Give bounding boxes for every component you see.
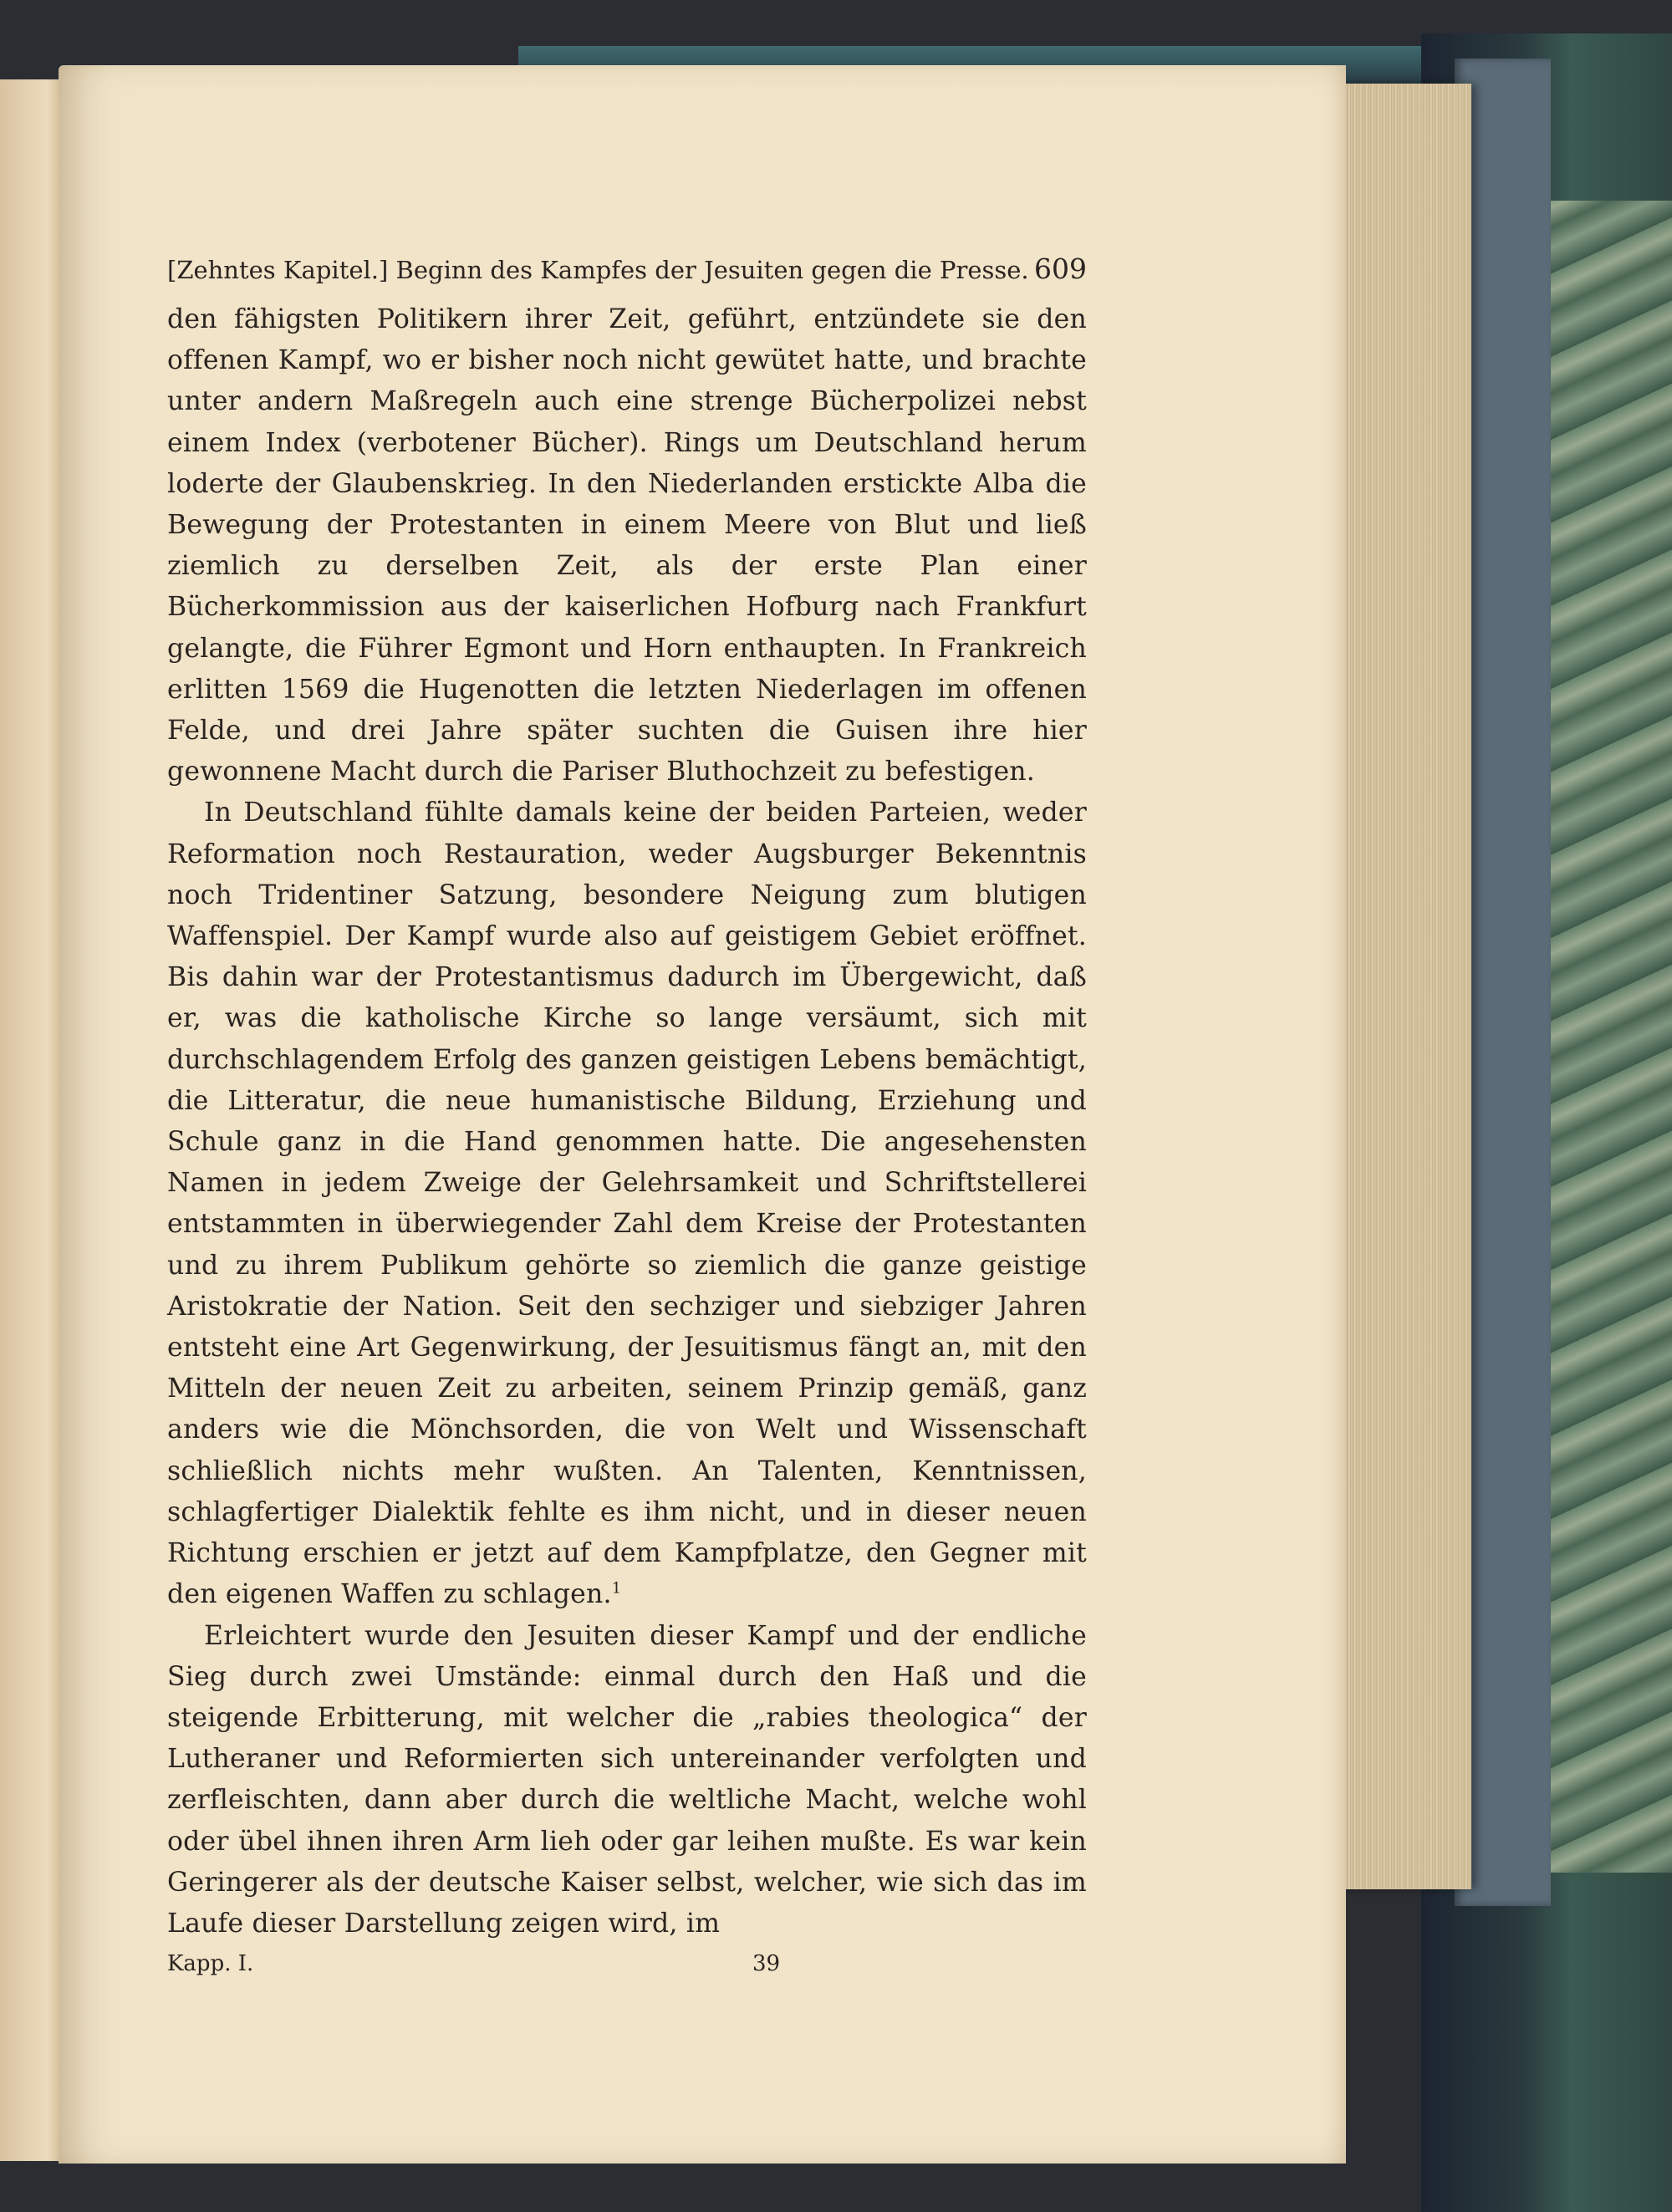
page-footer — [167, 1951, 1087, 1976]
paragraph — [167, 793, 1087, 1615]
paragraph: Erleichtert wurde den Jesuiten dieser Kampf und der endliche Sieg durch zwei Umstände: einmal durch den Haß und die steigende Erbitterung, mit welcher die „rabies theologica“ der Lutheraner und Reformierten sich untereinander verfolgten und zerfleischten, dann aber durch die weltliche Macht, welche wohl oder übel ihnen ihren Arm lieh oder gar leihen mußte. Es war kein Geringerer als der deutsche Kaiser selbst, welcher, wie sich das im Laufe dieser Darstellung zeigen wird, im — [167, 1620, 1087, 1939]
running-title: [Zehntes Kapitel.] Beginn des Kampfes der Jesuiten gegen die Presse. — [167, 256, 1029, 284]
author-signature-mark: Kapp. I. — [167, 1951, 254, 1977]
printer-signature: 39 — [752, 1951, 781, 1977]
body-text — [167, 299, 1087, 1944]
running-header — [167, 252, 1087, 296]
page-content — [167, 252, 1087, 1976]
paragraph-text: In Deutschland fühlte damals keine der beiden Parteien, weder Reformation noch Restauration, weder Augsburger Bekenntnis noch Tridentiner Satzung, besondere Neigung zum blutigen Waffenspiel. Der Kampf wurde also auf geistigem Gebiet eröffnet. Bis dahin war der Protestantismus dadurch im Übergewicht, daß er, was die katholische Kirche so lange versäumt, sich mit durchschlagendem Erfolg des ganzen geistigen Lebens bemächtigt, die Litteratur, die neue humanistische Bildung, Erziehung und Schule ganz in die Hand genommen hatte. Die angesehensten Namen in jedem Zweige der Gelehrsamkeit und Schriftstellerei entstammten in überwiegender Zahl dem Kreise der Protestanten und zu ihrem Publikum gehörte so ziemlich die ganze geistige Aristokratie der Nation. Seit den sechziger und siebziger Jahren entsteht eine Art Gegenwirkung, der Jesuitismus fängt an, mit den Mitteln der neuen Zeit zu arbeiten, seinem Prinzip gemäß, ganz anders wie die Mönchsorden, die von Welt und Wissenschaft schließlich nichts mehr wußten. An Talenten, Kenntnissen, schlagfertiger Dialektik fehlte es ihm nicht, und in dieser neuen Richtung erschien er jetzt auf dem Kampfplatze, den Gegner mit den eigenen Waffen zu schlagen. — [167, 798, 1087, 1610]
footnote-reference: 1 — [611, 1579, 622, 1598]
page-number: 609 — [1034, 252, 1087, 285]
facing-page-edge — [0, 79, 67, 2161]
marbled-endpaper — [1530, 201, 1672, 1873]
paragraph: den fähigsten Politikern ihrer Zeit, geführt, entzündete sie den offenen Kampf, wo er bisher noch nicht gewütet hatte, und brachte unter andern Maßregeln auch eine strenge Bücherpolizei nebst einem Index (verbotener Bücher). Rings um Deutschland herum loderte der Glaubenskrieg. In den Niederlanden erstickte Alba die Bewegung der Protestanten in einem Meere von Blut und ließ ziemlich zu derselben Zeit, als der erste Plan einer Bücherkommission aus der kaiserlichen Hofburg nach Frankfurt gelangte, die Führer Egmont und Horn enthaupten. In Frankreich erlitten 1569 die Hugenotten die letzten Niederlagen im offenen Felde, und drei Jahre später suchten die Guisen ihre hier gewonnene Macht durch die Pariser Bluthochzeit zu befestigen. — [167, 304, 1087, 787]
